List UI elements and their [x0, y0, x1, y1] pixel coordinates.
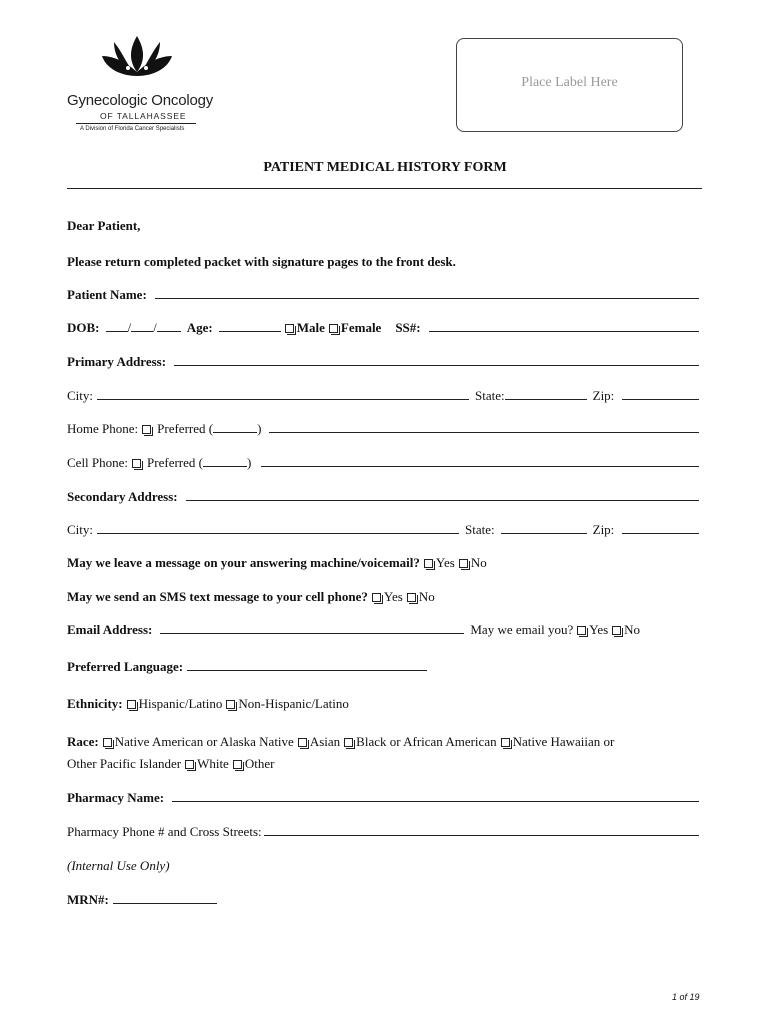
email-field[interactable] — [160, 633, 464, 634]
language-label: Preferred Language: — [67, 659, 184, 674]
ethnicity-label: Ethnicity: — [67, 696, 123, 711]
instruction: Please return completed packet with signature pages to the front desk. — [67, 254, 456, 269]
voicemail-no-checkbox[interactable] — [459, 559, 468, 568]
non-hispanic-checkbox[interactable] — [226, 700, 235, 709]
patient-name-row — [67, 283, 699, 303]
native-american-checkbox[interactable] — [103, 738, 112, 747]
dob-row — [67, 316, 699, 336]
pharmacy-name-label: Pharmacy Name: — [67, 790, 165, 805]
race-option: Native American or Alaska Native — [114, 734, 294, 749]
sms-question: May we send an SMS text message to your cell phone? — [67, 589, 368, 604]
home-phone-preferred-checkbox[interactable] — [142, 425, 151, 434]
home-phone-row — [67, 417, 699, 437]
yes-label: Yes — [383, 589, 403, 604]
pharmacy-name-field[interactable] — [172, 801, 699, 802]
pharmacy-name-row — [67, 786, 699, 806]
race-row-continued — [67, 752, 699, 772]
race-option: White — [197, 756, 229, 771]
email-row — [67, 618, 699, 638]
race-option: Other Pacific Islander — [67, 756, 182, 771]
primary-state-field[interactable] — [505, 399, 587, 400]
lotus-icon — [92, 32, 182, 90]
pharmacy-phone-row — [67, 820, 699, 840]
home-phone-preferred-field[interactable] — [213, 432, 257, 433]
voicemail-yes-checkbox[interactable] — [424, 559, 433, 568]
pharmacy-phone-field[interactable] — [264, 835, 699, 836]
primary-address-label: Primary Address: — [67, 354, 167, 369]
secondary-state-field[interactable] — [501, 533, 587, 534]
logo-rule — [76, 123, 196, 124]
secondary-city-field[interactable] — [97, 533, 459, 534]
secondary-address-field[interactable] — [186, 500, 699, 501]
zip-label: Zip: — [592, 388, 615, 403]
ethnicity-option: Non-Hispanic/Latino — [238, 696, 349, 711]
dob-label: DOB: — [67, 320, 100, 335]
voicemail-question: May we leave a message on your answering machine/voicemail? — [67, 555, 420, 570]
preferred-close: ) — [246, 455, 252, 470]
logo-name: Gynecologic Oncology — [67, 92, 214, 109]
male-checkbox[interactable] — [285, 324, 294, 333]
cell-phone-label: Cell Phone: — [67, 455, 129, 470]
female-checkbox[interactable] — [329, 324, 338, 333]
secondary-zip-field[interactable] — [622, 533, 699, 534]
race-option: Native Hawaiian or — [512, 734, 615, 749]
dob-day-field[interactable] — [131, 331, 153, 332]
race-option: Black or African American — [356, 734, 497, 749]
page-number: 1 of 19 — [672, 992, 700, 1002]
female-label: Female — [340, 320, 382, 335]
secondary-address-row — [67, 485, 699, 505]
race-label: Race: — [67, 734, 99, 749]
patient-name-field[interactable] — [155, 298, 699, 299]
race-row — [67, 730, 699, 750]
internal-use-note: (Internal Use Only) — [67, 858, 170, 873]
pharmacy-phone-label: Pharmacy Phone # and Cross Streets: — [67, 824, 262, 839]
secondary-address-label: Secondary Address: — [67, 489, 178, 504]
logo-division: A Division of Florida Cancer Specialists — [80, 126, 185, 132]
preferred-close: ) — [257, 421, 262, 436]
asian-checkbox[interactable] — [298, 738, 307, 747]
yes-label: Yes — [435, 555, 455, 570]
male-label: Male — [296, 320, 325, 335]
white-checkbox[interactable] — [185, 760, 194, 769]
dob-month-field[interactable] — [106, 331, 128, 332]
race-option: Other — [244, 756, 275, 771]
sms-yes-checkbox[interactable] — [372, 593, 381, 602]
label-placeholder-text: Place Label Here — [521, 75, 618, 90]
city-label: City: — [67, 388, 94, 403]
no-label: No — [624, 622, 641, 637]
yes-label: Yes — [589, 622, 609, 637]
hispanic-checkbox[interactable] — [127, 700, 136, 709]
race-option: Asian — [309, 734, 341, 749]
email-label: Email Address: — [67, 622, 153, 637]
voicemail-row — [67, 551, 699, 571]
primary-zip-field[interactable] — [622, 399, 699, 400]
mrn-row — [67, 888, 699, 908]
primary-address-row — [67, 350, 699, 370]
greeting: Dear Patient, — [67, 218, 141, 233]
form-title: PATIENT MEDICAL HISTORY FORM — [263, 160, 507, 175]
ssn-field[interactable] — [429, 331, 699, 332]
preferred-label: Preferred ( — [147, 455, 203, 470]
dob-separator: / — [153, 320, 157, 335]
label-placeholder-box — [456, 38, 683, 132]
city-label: City: — [67, 522, 94, 537]
zip-label: Zip: — [592, 522, 615, 537]
title-divider — [67, 188, 702, 189]
dob-separator: / — [127, 320, 132, 335]
cell-phone-preferred-checkbox[interactable] — [132, 459, 141, 468]
cell-phone-row — [67, 451, 699, 471]
no-label: No — [470, 555, 487, 570]
native-hawaiian-checkbox[interactable] — [501, 738, 510, 747]
sms-no-checkbox[interactable] — [407, 593, 416, 602]
black-checkbox[interactable] — [344, 738, 353, 747]
home-phone-field[interactable] — [269, 432, 699, 433]
ethnicity-option: Hispanic/Latino — [138, 696, 223, 711]
email-no-checkbox[interactable] — [612, 626, 621, 635]
mrn-field[interactable] — [113, 903, 217, 904]
ssn-label: SS#: — [395, 320, 421, 335]
email-yes-checkbox[interactable] — [577, 626, 586, 635]
primary-city-field[interactable] — [97, 399, 469, 400]
cell-phone-preferred-field[interactable] — [203, 466, 247, 467]
dob-year-field[interactable] — [157, 331, 181, 332]
primary-city-row — [67, 384, 699, 404]
email-question: May we email you? — [470, 622, 574, 637]
primary-address-field[interactable] — [174, 365, 699, 366]
other-race-checkbox[interactable] — [233, 760, 242, 769]
logo-city: OF TALLAHASSEE — [100, 111, 187, 121]
no-label: No — [418, 589, 435, 604]
practice-logo — [62, 32, 222, 142]
home-phone-label: Home Phone: — [67, 421, 139, 436]
mrn-label: MRN#: — [67, 892, 109, 907]
language-row — [67, 655, 699, 675]
cell-phone-field[interactable] — [261, 466, 699, 467]
preferred-label: Preferred ( — [157, 421, 214, 436]
ethnicity-row — [67, 692, 699, 712]
sms-row — [67, 585, 699, 605]
state-label: State: — [475, 388, 505, 403]
secondary-city-row — [67, 518, 699, 538]
state-label: State: — [465, 522, 495, 537]
age-field[interactable] — [219, 331, 281, 332]
age-label: Age: — [186, 320, 213, 335]
language-field[interactable] — [187, 670, 427, 671]
patient-name-label: Patient Name: — [67, 287, 147, 302]
